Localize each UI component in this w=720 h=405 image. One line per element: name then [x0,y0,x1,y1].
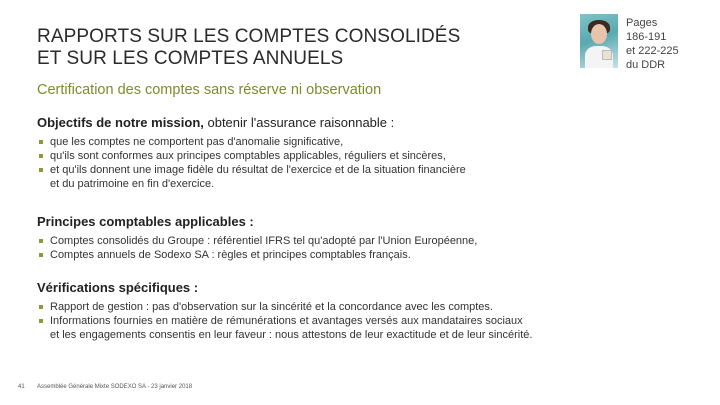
heading-bold: Vérifications spécifiques : [37,280,199,295]
list-item: qu'ils sont conformes aux principes comptables applicables, réguliers et sincères, [37,149,466,163]
list-item: Rapport de gestion : pas d'observation sur la sincérité et la concordance avec les comptes. [37,300,532,314]
heading-bold: Objectifs de notre mission, [37,115,204,130]
list-item: Comptes annuels de Sodexo SA : règles et principes comptables français. [37,248,477,262]
section-heading [37,115,466,131]
footer-text: Assemblée Générale Mixte SODEXO SA - 23 janvier 2018 [37,384,193,390]
slide-number: 41 [18,384,25,390]
page-ref-line: 186-191 [626,31,667,43]
section-verifications [37,280,532,342]
page-ref-line: Pages [626,17,658,29]
list-item: Comptes consolidés du Groupe : référentiel IFRS tel qu'adopté par l'Union Européenne, [37,234,477,248]
section-heading [37,280,532,296]
title-line-1: RAPPORTS SUR LES COMPTES CONSOLIDÉS [37,26,461,47]
bullet-list [37,234,477,262]
list-item: que les comptes ne comportent pas d'anomalie significative, [37,135,466,149]
subtitle: Certification des comptes sans réserve ni observation [37,82,382,98]
page-reference [626,16,679,72]
page-ref-line: et 222-225 [626,45,679,57]
heading-text: obtenir l'assurance raisonnable : [203,115,395,130]
heading-bold: Principes comptables applicables : [37,214,254,229]
section-heading [37,214,477,230]
list-item: Informations fournies en matière de rémunérations et avantages versés aux mandataires sociaux et les engagements consentis en leur faveur : nous attestons de leur exactitude et de leur sincérité. [37,314,532,342]
list-item: et qu'ils donnent une image fidèle du résultat de l'exercice et de la situation financière et du patrimoine en fin d'exercice. [37,163,466,191]
page-ref-line: du DDR [626,59,666,71]
bullet-list [37,135,466,191]
title-line-2: ET SUR LES COMPTES ANNUELS [37,48,344,69]
presenter-photo [580,14,618,68]
section-objectifs [37,115,466,191]
section-principes [37,214,477,262]
bullet-list [37,300,532,342]
page-title [37,26,460,70]
